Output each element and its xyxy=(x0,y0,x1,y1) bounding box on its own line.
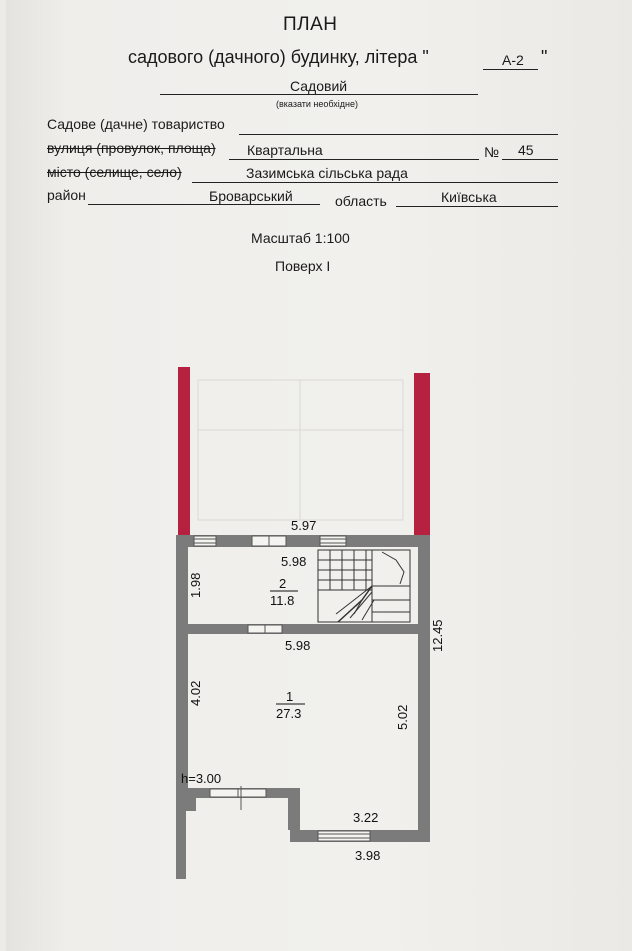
building-type-value: Садовий xyxy=(290,78,348,94)
scale-label: Масштаб 1:100 xyxy=(251,230,350,246)
street-value: Квартальна xyxy=(247,142,323,158)
region-label: область xyxy=(335,193,387,209)
district-value: Броварський xyxy=(209,188,293,204)
window-bottom xyxy=(318,831,370,841)
region-value: Київська xyxy=(441,189,497,205)
city-value: Зазимська сільська рада xyxy=(246,165,408,181)
dim-bottom-inner: 3.22 xyxy=(353,810,379,825)
district-label: район xyxy=(47,187,86,203)
window-top-right xyxy=(320,536,346,546)
room1-area: 27.3 xyxy=(276,706,302,721)
dim-top-outer: 5.97 xyxy=(291,518,317,533)
building-type-hint: (вказати необхідне) xyxy=(276,99,358,109)
floor-label: Поверх І xyxy=(275,258,331,274)
subtitle-prefix: садового (дачного) будинку, літера " xyxy=(128,47,429,67)
number-value: 45 xyxy=(518,142,534,158)
dim-top-inner: 5.98 xyxy=(281,554,307,569)
staircase xyxy=(318,550,410,622)
window-top-left xyxy=(194,536,216,546)
height-note: h=3.00 xyxy=(181,771,222,786)
dim-mid-inner: 5.98 xyxy=(285,638,311,653)
number-label: № xyxy=(484,144,500,160)
dim-bottom-outer: 3.98 xyxy=(355,848,381,863)
dim-left-room2: 1.98 xyxy=(188,572,203,598)
street-label: вулиця (провулок, площа) xyxy=(47,140,216,156)
dim-right-room1: 5.02 xyxy=(395,704,410,730)
dim-left-room1: 4.02 xyxy=(188,680,203,706)
exterior-walls xyxy=(176,535,430,879)
society-label: Садове (дачне) товариство xyxy=(47,116,225,132)
building-letter: А-2 xyxy=(502,52,524,68)
subtitle-suffix: " xyxy=(541,47,548,67)
fence-left xyxy=(178,367,190,535)
city-label: місто (селище, село) xyxy=(47,164,182,180)
fence-right xyxy=(414,373,430,535)
document-title: ПЛАН xyxy=(283,14,338,35)
room2-number: 2 xyxy=(279,576,287,591)
room2-area: 11.8 xyxy=(270,593,295,608)
dim-right-total: 12.45 xyxy=(430,619,445,652)
room1-number: 1 xyxy=(286,689,294,704)
ghost-drawing xyxy=(198,380,403,520)
